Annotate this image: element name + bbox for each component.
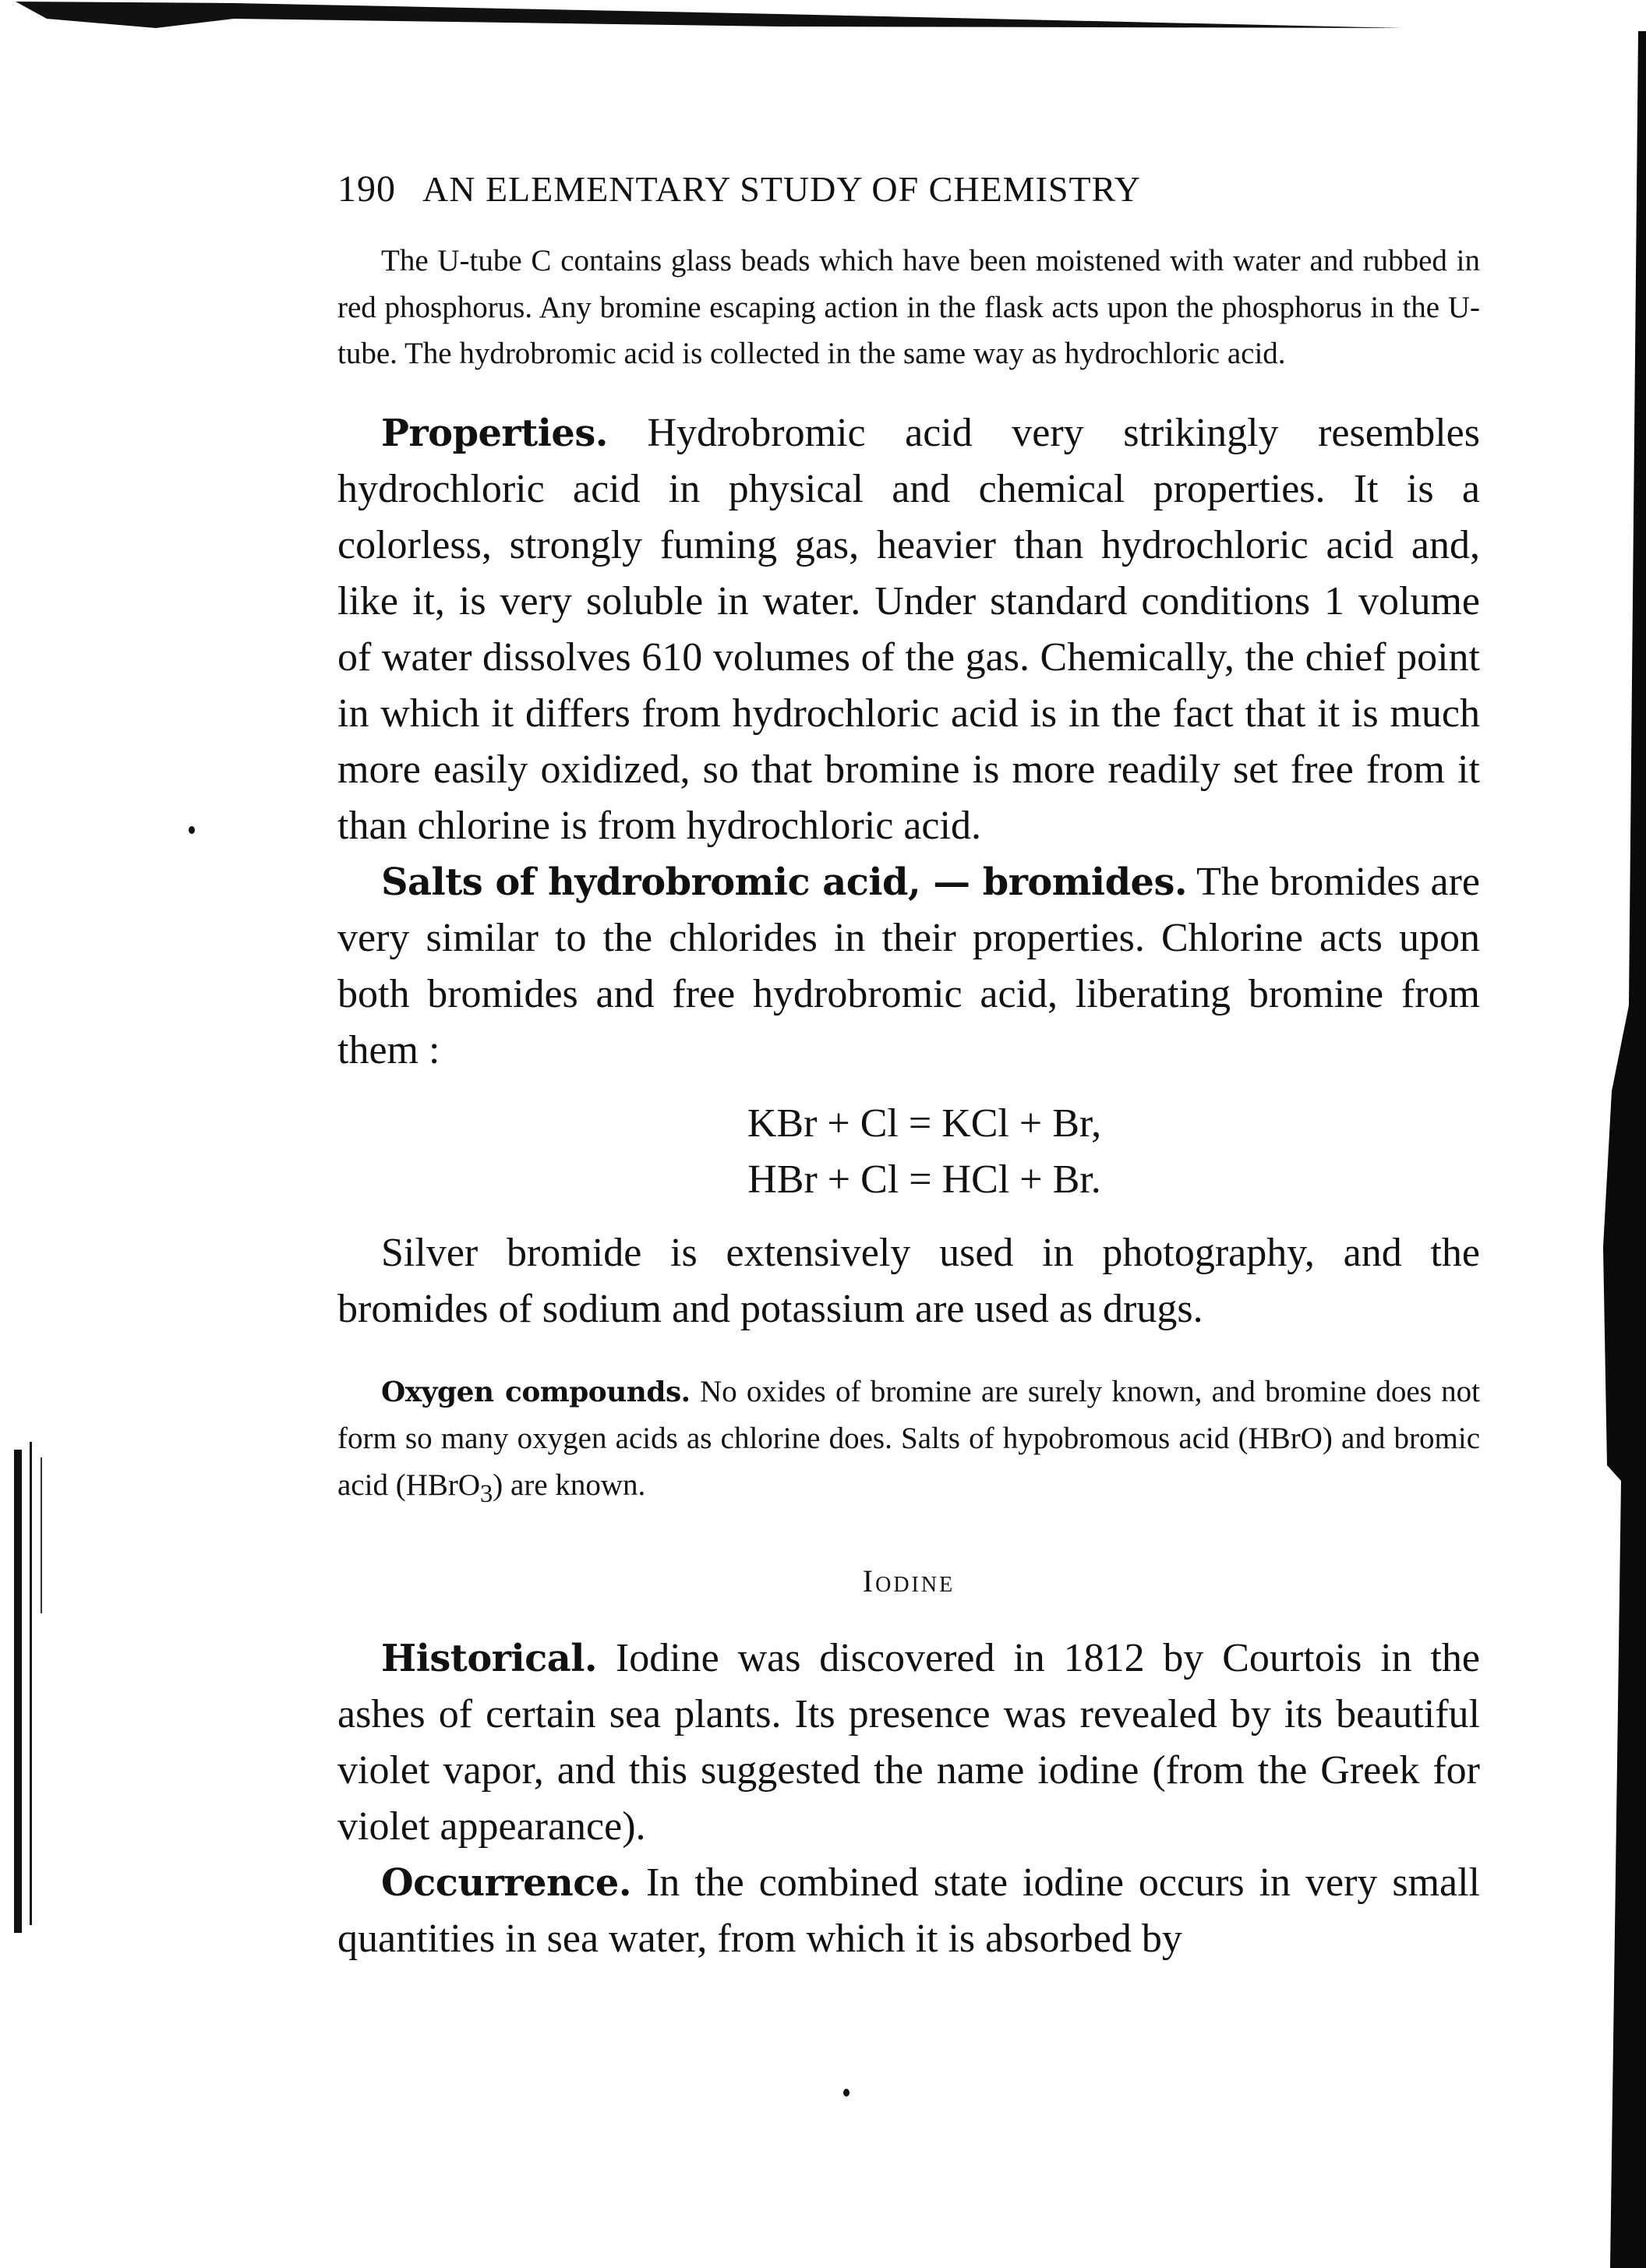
oxygen-compounds-text-end: ) are known. bbox=[493, 1468, 646, 1502]
running-title: AN ELEMENTARY STUDY OF CHEMISTRY bbox=[422, 169, 1141, 209]
properties-paragraph bbox=[337, 405, 1480, 854]
stray-dot-bottom bbox=[843, 2089, 849, 2097]
historical-heading: Historical. bbox=[381, 1636, 598, 1680]
section-title-iodine: Iodine bbox=[862, 1563, 955, 1599]
silver-bromide-paragraph: Silver bromide is extensively used in photography, and the bromides of sodium and potassium are used as drugs. bbox=[337, 1230, 1480, 1331]
silver-bromide-section bbox=[337, 1225, 1480, 1337]
oxygen-compounds-paragraph bbox=[337, 1369, 1480, 1517]
oxygen-compounds-text: No oxides of bromine are surely known, and bromine does not form so many oxygen acids as chlorine does. Salts of hypobromous acid (HBrO) and bromic acid (HBrO bbox=[337, 1374, 1480, 1502]
page-number: 190 bbox=[337, 168, 396, 210]
properties-text: Hydrobromic acid very strikingly resembles hydrochloric acid in physical and chemical properties. It is a colorless, strongly fuming gas, heavier than hydrochloric acid and, like it, is very soluble in water. Under standard conditions 1 volume of water dissolves 610 volumes of the gas. Chemically, the chief point in which it differs from hydrochloric acid is in the fact that it is much more easily oxidized, so that bromine is more readily set free from it than chlorine is from hydrochloric acid. bbox=[337, 410, 1480, 848]
intro-note-text: The U-tube C contains glass beads which have been moistened with water and rubbed in red phosphorus. Any bromine escaping action in the flask acts upon the phosphorus in the U-tube. The hydrobromic acid is collected in the same way as hydrochloric acid. bbox=[337, 244, 1480, 370]
properties-heading: Properties. bbox=[381, 411, 608, 455]
occurrence-heading: Occurrence. bbox=[381, 1860, 631, 1905]
equation-2: HBr + Cl = HCl + Br. bbox=[747, 1157, 1101, 1202]
properties-section bbox=[337, 405, 1480, 1079]
occurrence-paragraph bbox=[337, 1855, 1480, 1967]
occurrence-text: In the combined state iodine occurs in very small quantities in sea water, from which it is absorbed by bbox=[337, 1860, 1480, 1961]
iodine-section bbox=[337, 1630, 1480, 1967]
intro-note bbox=[337, 238, 1480, 377]
oxygen-compounds-heading: Oxygen compounds. bbox=[381, 1375, 691, 1408]
salts-text: The bromides are very similar to the chlorides in their properties. Chlorine acts upon both bromides and free hydrobromic acid, liberating bromine from them : bbox=[337, 859, 1480, 1072]
scan-left-binding-marks bbox=[0, 1426, 62, 1987]
oxygen-compounds-note bbox=[337, 1369, 1480, 1517]
salts-paragraph bbox=[337, 854, 1480, 1079]
running-header bbox=[337, 168, 1480, 238]
historical-paragraph bbox=[337, 1630, 1480, 1855]
equation-1: KBr + Cl = KCl + Br, bbox=[747, 1100, 1102, 1146]
scan-top-edge-shadow bbox=[0, 0, 1418, 31]
scan-right-edge-shadow bbox=[1584, 0, 1646, 2268]
subscript-3: 3 bbox=[480, 1479, 493, 1508]
stray-dot-margin bbox=[189, 826, 195, 834]
salts-heading: Salts of hydrobromic acid, — bromides. bbox=[381, 860, 1188, 904]
historical-text: Iodine was discovered in 1812 by Courtois in the ashes of certain sea plants. Its presence was revealed by its beautiful violet vapor, and this suggested the name iodine (from the Greek for violet appearance). bbox=[337, 1635, 1480, 1849]
book-page bbox=[337, 168, 1480, 1967]
